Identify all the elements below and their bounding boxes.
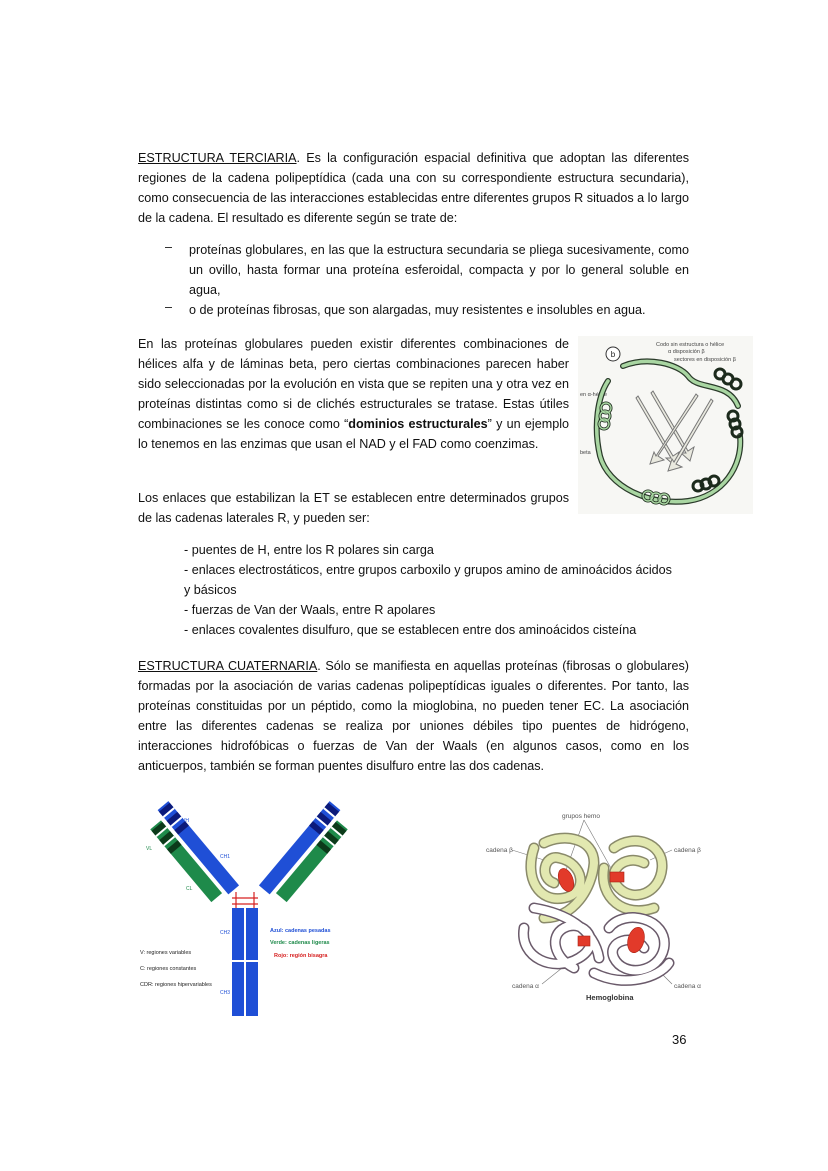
figure-label-top2: α disposición β bbox=[668, 349, 705, 355]
bond-item: y básicos bbox=[184, 583, 237, 597]
label-beta-right: cadena β bbox=[674, 847, 701, 854]
legend-light: Verde: cadenas ligeras bbox=[270, 940, 330, 946]
links-intro: Los enlaces que estabilizan la ET se establecen entre determinados grupos de las cadenas laterales R, y pueden ser: bbox=[138, 491, 569, 525]
bullet-item: o de proteínas fibrosas, que son alargadas, muy resistentes e insolubles en agua. bbox=[189, 303, 646, 317]
label-beta-left: cadena β bbox=[486, 847, 513, 854]
label-grupos-hemo: grupos hemo bbox=[562, 813, 600, 820]
terciaria-heading: ESTRUCTURA TERCIARIA bbox=[138, 151, 297, 165]
figure-label-left2: beta bbox=[580, 450, 591, 456]
cuaternaria-heading: ESTRUCTURA CUATERNARIA bbox=[138, 659, 318, 673]
terciaria-intro-text: . Es la configuración espacial definitiva que adoptan las diferentes regiones de la cadena polipeptídica (cada una con su correspondiente estructura secundaria), como consecuencia de las interacciones establecidas entre diferentes grupos R situados a lo largo de la cadena. El resultado es diferente según se trate de: bbox=[138, 151, 689, 225]
bullet-marker: – bbox=[165, 300, 173, 314]
page-number: 36 bbox=[672, 1032, 687, 1047]
heme-group bbox=[578, 936, 590, 946]
globular-text-1: En las proteínas globulares pueden existir diferentes combinaciones de hélices alfa y de láminas beta, pero ciertas combinaciones parecen haber sido seleccionadas por la evolución en vista que se repiten una y otra vez en proteínas distintas como si de clichés estructurales se tratase. Estas útiles combinaciones se les conoce como “ bbox=[138, 337, 569, 431]
bullet-item: proteínas globulares, en las que la estructura secundaria se pliega sucesivamente, como un ovillo, hasta formar una proteína esferoidal, compacta y por lo general soluble en agua, bbox=[189, 243, 689, 297]
key-cdr: CDR: regiones hipervariables bbox=[140, 982, 212, 988]
bullet-marker: – bbox=[165, 240, 173, 254]
figure-letter: b bbox=[610, 350, 616, 359]
label-ch1: CH1 bbox=[220, 854, 231, 860]
globular-paragraph bbox=[138, 334, 569, 454]
hemoglobin-figure bbox=[484, 808, 712, 1008]
legend-hinge: Rojo: región bisagra bbox=[274, 953, 328, 959]
globular-text-2: ” y un ejemplo lo tenemos en las enzimas que usan el NAD y el FAD como coenzimas. bbox=[138, 417, 569, 451]
bond-item: - puentes de H, entre los R polares sin carga bbox=[184, 543, 434, 557]
label-ch2: CH2 bbox=[220, 930, 231, 936]
bond-item: - enlaces covalentes disulfuro, que se establecen entre dos aminoácidos cisteína bbox=[184, 623, 637, 637]
label-alpha-left: cadena α bbox=[512, 983, 539, 990]
terciaria-intro bbox=[138, 148, 689, 228]
label-cl: CL bbox=[186, 886, 193, 892]
label-alpha-right: cadena α bbox=[674, 983, 701, 990]
globular-bold: dominios estructurales bbox=[348, 417, 488, 431]
label-ch3: CH3 bbox=[220, 990, 231, 996]
figure-label-top3: sectores en disposición β bbox=[674, 357, 736, 363]
cuaternaria-text: . Sólo se manifiesta en aquellas proteínas (fibrosas o globulares) formadas por la asociación de varias cadenas polipeptídicas iguales o diferentes. Por tanto, las proteínas constituidas por un péptido, como la mioglobina, no pueden tener EC. La asociación entre las diferentes cadenas se realiza por uniones débiles tipo puentes de hidrógeno, interacciones hidrofóbicas o fuerzas de Van der Waals (en algunos casos, como en los anticuerpos, también se forman puentes disulfuro entre las dos cadenas. bbox=[138, 659, 689, 773]
cuaternaria-paragraph bbox=[138, 656, 689, 776]
figure-label-left1: en α-hélice bbox=[580, 392, 608, 398]
key-constant: C: regiones constantes bbox=[140, 966, 197, 972]
bond-item: - enlaces electrostáticos, entre grupos carboxilo y grupos amino de aminoácidos ácidos bbox=[184, 563, 672, 577]
legend-heavy: Azul: cadenas pesadas bbox=[270, 928, 331, 934]
heme-group bbox=[610, 872, 624, 882]
hemoglobin-title: Hemoglobina bbox=[586, 993, 634, 1002]
structural-domain-figure bbox=[578, 336, 753, 514]
antibody-figure bbox=[136, 800, 362, 1020]
bond-item: - fuerzas de Van der Waals, entre R apolares bbox=[184, 603, 436, 617]
label-vh: VH bbox=[182, 818, 189, 824]
figure-label-top1: Codo sin estructura o hélice bbox=[656, 342, 725, 348]
key-variable: V: regiones variables bbox=[140, 950, 192, 956]
label-vl: VL bbox=[146, 846, 153, 852]
